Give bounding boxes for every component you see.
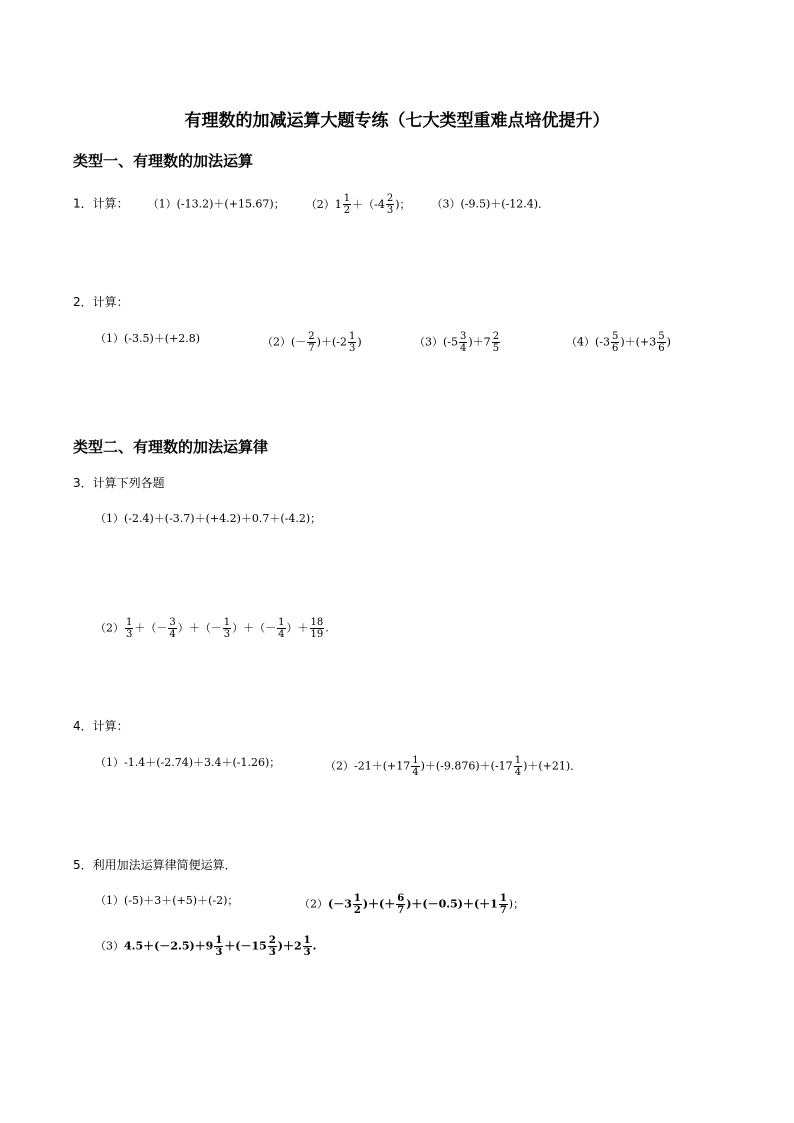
q1-part-2: （2）1 $\frac{1}{2}$ ＋（-4 $\frac{2}{3}$ )； [305,193,411,216]
fraction: $\frac{2}{5}$ [492,331,500,354]
q3-part-1: （1）(-2.4)＋(-3.7)＋(+4.2)＋0.7＋(-4.2)； [95,512,322,525]
fraction: $\frac{1}{3}$ [126,617,133,640]
fraction: $\frac{2}{3}$ [268,935,276,958]
fraction: $\frac{6}{7}$ [397,893,405,916]
q5-part-1: （1）(-5)＋3＋(+5)＋(-2)； [95,894,239,907]
question-1 [73,193,549,216]
fraction: $\frac{5}{6}$ [612,331,619,354]
q2-part-4: （4）(-3 $\frac{5}{6}$ )＋(+3 $\frac{5}{6}$ ) [566,331,671,354]
fraction: $\frac{5}{6}$ [658,331,665,354]
q4-part-1: （1）-1.4＋(-2.74)＋3.4＋(-1.26)； [95,756,281,769]
q2-part-1: （1）(-3.5)＋(+2.8) [95,332,201,345]
q4-part-2: （2）-21＋(+17 $\frac{1}{4}$ )＋(-9.876)＋(-17 $\frac{1}{4}$ )＋(+21)． [325,755,582,778]
question-5-label: 5．利用加法运算律简便运算． [73,858,237,872]
question-4-label: 4．计算： [73,719,129,733]
fraction: $\frac{3}{4}$ [169,617,176,640]
q1-part-1: （1）(-13.2)＋(+15.67)； [147,197,285,211]
q1-part-3: （3）(-9.5)＋(-12.4)． [431,197,550,211]
question-1-label: 1．计算： [73,196,129,211]
question-3-label: 3．计算下列各题 [73,476,165,490]
fraction: $\frac{1}{2}$ [343,193,351,216]
fraction: $\frac{1}{2}$ [353,893,361,916]
page-title: 有理数的加减运算大题专练（七大类型重难点培优提升） [184,111,610,131]
q5-part-2: （2）(－3 $\frac{1}{2}$ )＋(＋ $\frac{6}{7}$ )＋(－0.5)＋(＋1 $\frac{1}{7}$ )； [299,893,525,916]
fraction: $\frac{1}{3}$ [303,935,311,958]
section-heading-1: 类型一、有理数的加法运算 [73,152,254,170]
q3-part-2: （2） $\frac{1}{3}$ ＋（－ $\frac{3}{4}$ ）＋（－ $\frac{1}{3}$ ）＋（－ $\frac{1}{4}$ ）＋ $\frac{18}{19}$ . [95,617,329,640]
fraction: $\frac{1}{4}$ [514,755,522,778]
fraction: $\frac{1}{4}$ [278,617,285,640]
fraction: $\frac{1}{3}$ [223,617,231,640]
fraction: $\frac{3}{4}$ [460,331,467,354]
fraction: $\frac{1}{4}$ [412,755,419,778]
fraction: $\frac{1}{3}$ [215,935,223,958]
fraction: $\frac{1}{7}$ [499,893,507,916]
question-2-label: 2．计算： [73,295,129,309]
q2-part-3: （3）(-5 $\frac{3}{4}$ )＋7 $\frac{2}{5}$ [414,331,500,354]
fraction: $\frac{2}{3}$ [386,193,394,216]
fraction: $\frac{18}{19}$ [310,617,324,640]
fraction: $\frac{2}{7}$ [308,331,315,354]
fraction: $\frac{1}{3}$ [348,331,356,354]
q5-part-3: （3）4.5＋(－2.5)＋9 $\frac{1}{3}$ ＋(－15 $\frac{2}{3}$ )＋2 $\frac{1}{3}$ . [95,935,317,958]
q2-part-2: （2）(－ $\frac{2}{7}$ )＋(-2 $\frac{1}{3}$ ) [262,331,362,354]
section-heading-2: 类型二、有理数的加法运算律 [73,438,269,456]
